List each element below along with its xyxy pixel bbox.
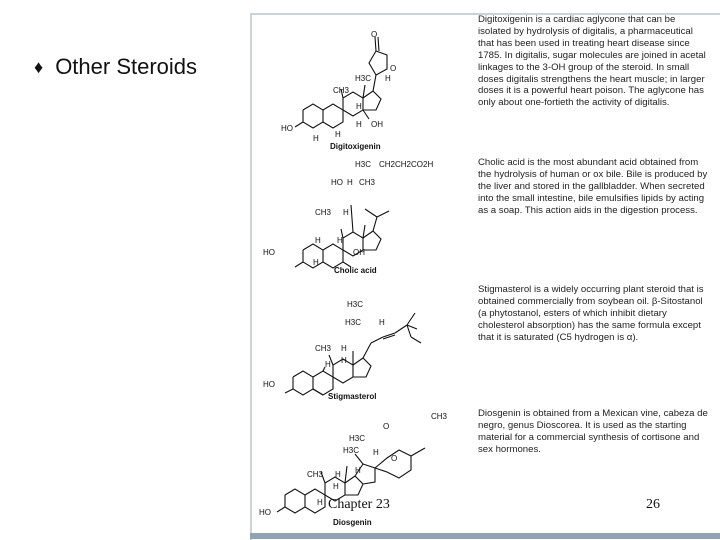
digitoxigenin-description: Digitoxigenin is a cardiac aglycone that can be isolated by hydrolysis of digitalis, a pharmaceutical that has been used in treating heart disease since 1785. In digitalis, sugar molecules are joined in acetal linkages to the 3-OH group of the steroid. In small doses digitalis strengthens the heart muscle; in larger doses it is a powerful heart poison. The aglycone has only about one-fortieth the activity of digitalis. [478,14,706,109]
atom-label: H [356,102,362,111]
atom-label: H [325,360,331,369]
cholic-acid-description: Cholic acid is the most abundant acid obtained from the hydrolysis of human or ox bile. Bile is produced by the liver and stored in the gallbladder. When secreted into the small intestine, bile emulsifies lipids by acting as a soap. This action aids in the digestion process. [478,157,708,216]
atom-label: CH3 [359,178,376,187]
atom-label: H3C [347,300,364,309]
stigmasterol-name: Stigmasterol [328,392,377,401]
atom-label: H [356,120,362,129]
atom-label: HO [281,124,293,133]
atom-label: H [343,208,349,217]
atom-label: H3C [349,434,366,443]
atom-label: H [385,74,391,83]
atom-label: H [335,470,341,479]
atom-label: H [373,448,379,457]
atom-label: HO [331,178,343,187]
atom-label: OH [371,120,383,129]
atom-label: H [347,178,353,187]
digitoxigenin-structure [295,37,387,128]
page-number: 26 [646,497,660,512]
atom-label: HO [263,248,275,257]
atom-label: O [371,30,378,39]
atom-label: H [313,134,319,143]
slide-title [34,54,197,80]
diosgenin-name: Diosgenin [333,518,372,527]
atom-label: H [335,130,341,139]
atom-label: OH [353,248,365,257]
cholic-acid-name: Cholic acid [334,266,377,275]
atom-label: H [341,356,347,365]
stigmasterol-description: Stigmasterol is a widely occurring plant steroid that is obtained commercially from soybean oil. β-Sitostanol (a phytostanol, esters of which inhibit dietary cholesterol absorption) has the same formula except that it is saturated (C5 hydrogen is α). [478,284,704,343]
digitoxigenin-name: Digitoxigenin [330,142,381,151]
atom-label: HO [259,508,271,517]
atom-label: H [313,258,319,267]
atom-label: H [355,466,361,475]
atom-label: H [337,236,343,245]
atom-label: H [317,498,323,507]
atom-label: CH3 [315,208,332,217]
atom-label: CH2CH2CO2H [379,160,434,169]
atom-label: H [341,344,347,353]
atom-label: O [383,422,390,431]
atom-label: HO [263,380,275,389]
atom-label: H [379,318,385,327]
cholic-acid-atom-labels [263,160,433,267]
diosgenin-description: Diosgenin is obtained from a Mexican vine, cabeza de negro, genus Dioscorea. It is used as the starting material for a commercial synthesis of cortisone and sex hormones. [478,408,708,455]
atom-label: CH3 [333,86,350,95]
footer-chapter: Chapter 23 [328,497,390,512]
atom-label: O [391,454,398,463]
atom-label: H [315,236,321,245]
atom-label: H3C [343,446,360,455]
atom-label: CH3 [315,344,332,353]
atom-label: CH3 [307,470,324,479]
diamond-bullet-icon: ♦ [34,56,44,77]
atom-label: O [390,64,397,73]
atom-label: H [333,482,339,491]
atom-label: CH3 [431,412,448,421]
steroid-structures-figure [255,15,470,535]
slide-left-rule [250,13,252,540]
atom-label: H3C [355,74,372,83]
atom-label: H3C [345,318,362,327]
slide-title-text: Other Steroids [55,54,198,79]
atom-label: H3C [355,160,372,169]
